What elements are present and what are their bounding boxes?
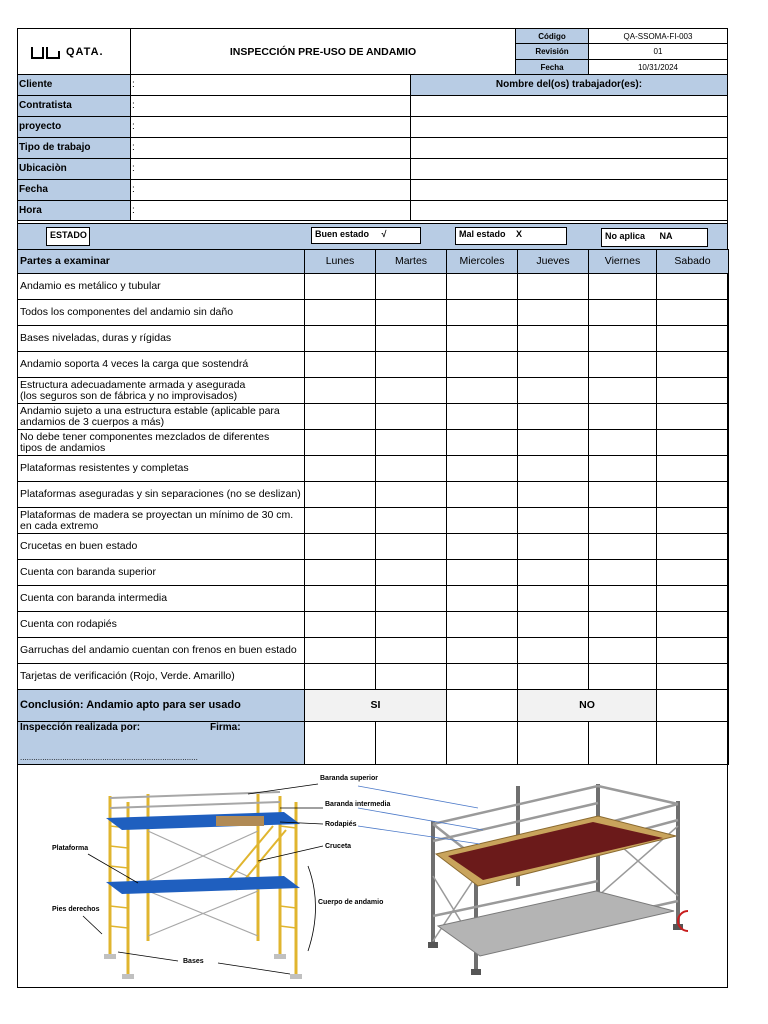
- checklist-item-label: Plataformas aseguradas y sin separaciones (no se deslizan): [18, 482, 305, 508]
- check-cell-martes[interactable]: [376, 586, 447, 612]
- logo-mark-icon: [31, 45, 61, 59]
- checklist-item-label: No debe tener componentes mezclados de diferentes tipos de andamios: [18, 430, 305, 456]
- check-cell-martes[interactable]: [376, 274, 447, 300]
- checklist-body: [18, 274, 729, 690]
- check-cell-sabado[interactable]: [657, 586, 729, 612]
- check-cell-viernes[interactable]: [589, 352, 657, 378]
- worker-name-row[interactable]: [410, 137, 728, 159]
- check-cell-miercoles[interactable]: [447, 612, 518, 638]
- check-cell-lunes[interactable]: [305, 404, 376, 430]
- checklist-row: [18, 300, 729, 326]
- signature-cell[interactable]: [18, 722, 305, 765]
- check-cell-lunes[interactable]: [305, 300, 376, 326]
- check-cell-miercoles[interactable]: [447, 378, 518, 404]
- legend-mal-label: Mal estado: [459, 229, 506, 239]
- checklist-item-label: Plataformas de madera se proyectan un mínimo de 30 cm. en cada extremo: [18, 508, 305, 534]
- worker-name-row[interactable]: [410, 116, 728, 138]
- check-cell-miercoles[interactable]: [447, 274, 518, 300]
- checklist-item-label: Todos los componentes del andamio sin daño: [18, 300, 305, 326]
- worker-name-row[interactable]: [410, 179, 728, 201]
- check-cell-jueves[interactable]: [518, 274, 589, 300]
- day-header-miercoles: Miercoles: [447, 250, 518, 274]
- legend-buen-estado: [311, 227, 421, 244]
- check-cell-sabado[interactable]: [657, 560, 729, 586]
- meta-label-codigo: Código: [515, 28, 589, 44]
- info-label-tipo-trabajo: Tipo de trabajo: [17, 137, 131, 159]
- check-cell-miercoles[interactable]: [447, 404, 518, 430]
- worker-name-row[interactable]: [410, 158, 728, 180]
- check-cell-sabado[interactable]: [657, 326, 729, 352]
- checklist-row: [18, 664, 729, 690]
- label-plataforma: Plataforma: [52, 845, 89, 852]
- check-cell-martes[interactable]: [376, 664, 447, 690]
- check-cell-viernes[interactable]: [589, 300, 657, 326]
- form-title-cell: [130, 28, 516, 75]
- check-cell-miercoles[interactable]: [447, 638, 518, 664]
- legend-na-mark: NA: [659, 231, 673, 241]
- check-cell-miercoles[interactable]: [447, 456, 518, 482]
- info-label-contratista: Contratista: [17, 95, 131, 117]
- label-baranda-superior: Baranda superior: [320, 775, 378, 782]
- workers-header: Nombre del(os) trabajador(es):: [410, 74, 728, 96]
- signature-line: ................................................................................: [20, 752, 198, 762]
- check-cell-martes[interactable]: [376, 534, 447, 560]
- checklist-row: [18, 560, 729, 586]
- worker-name-row[interactable]: [410, 95, 728, 117]
- checklist-row: [18, 378, 729, 404]
- checklist-item-label: Cuenta con baranda superior: [18, 560, 305, 586]
- day-header-jueves: Jueves: [518, 250, 589, 274]
- check-cell-jueves[interactable]: [518, 612, 589, 638]
- check-cell-viernes[interactable]: [589, 560, 657, 586]
- legend-na-label: No aplica: [605, 231, 646, 241]
- checklist-row: [18, 430, 729, 456]
- check-cell-sabado[interactable]: [657, 404, 729, 430]
- info-label-proyecto: proyecto: [17, 116, 131, 138]
- check-cell-viernes[interactable]: [589, 664, 657, 690]
- checklist-header-row: [18, 250, 729, 274]
- check-cell-martes[interactable]: [376, 300, 447, 326]
- meta-value-revision: 01: [588, 43, 728, 60]
- info-label-ubicacion: Ubicaciòn: [17, 158, 131, 180]
- checklist-item-label: Tarjetas de verificación (Rojo, Verde. Amarillo): [18, 664, 305, 690]
- legend-mal-mark: X: [516, 229, 523, 239]
- firma-label: Firma:: [210, 722, 241, 733]
- signature-day-cell[interactable]: [376, 722, 447, 765]
- checklist-row: [18, 638, 729, 664]
- check-cell-viernes[interactable]: [589, 612, 657, 638]
- meta-label-revision: Revisión: [515, 43, 589, 60]
- check-cell-martes[interactable]: [376, 326, 447, 352]
- day-header-viernes: Viernes: [589, 250, 657, 274]
- check-cell-miercoles[interactable]: [447, 326, 518, 352]
- logo-cell: [17, 28, 131, 75]
- check-cell-jueves[interactable]: [518, 326, 589, 352]
- check-cell-sabado[interactable]: [657, 664, 729, 690]
- legend-mal-estado: [455, 227, 567, 245]
- checklist-table: [17, 249, 729, 765]
- label-cruceta: Cruceta: [325, 843, 352, 850]
- info-label-cliente: Cliente: [17, 74, 131, 96]
- diagram-area: [18, 766, 727, 987]
- check-cell-viernes[interactable]: [589, 274, 657, 300]
- signature-day-cell[interactable]: [305, 722, 376, 765]
- check-cell-lunes[interactable]: [305, 326, 376, 352]
- checklist-row: [18, 612, 729, 638]
- signature-day-cell[interactable]: [589, 722, 657, 765]
- checklist-item-label: Garruchas del andamio cuentan con frenos en buen estado: [18, 638, 305, 664]
- check-cell-lunes[interactable]: [305, 352, 376, 378]
- check-cell-lunes[interactable]: [305, 508, 376, 534]
- label-bases: Bases: [183, 958, 204, 965]
- check-cell-sabado[interactable]: [657, 352, 729, 378]
- checklist-row: [18, 404, 729, 430]
- check-cell-jueves[interactable]: [518, 586, 589, 612]
- check-cell-jueves[interactable]: [518, 482, 589, 508]
- check-cell-miercoles[interactable]: [447, 586, 518, 612]
- info-value-contratista[interactable]: :: [130, 95, 411, 117]
- frame-scaffold-illustration: [18, 766, 391, 987]
- check-cell-sabado[interactable]: [657, 378, 729, 404]
- check-cell-martes[interactable]: [376, 482, 447, 508]
- checklist-item-label: Bases niveladas, duras y rígidas: [18, 326, 305, 352]
- check-cell-sabado[interactable]: [657, 508, 729, 534]
- checklist-row: [18, 482, 729, 508]
- check-cell-sabado[interactable]: [657, 456, 729, 482]
- check-cell-jueves[interactable]: [518, 404, 589, 430]
- check-cell-jueves[interactable]: [518, 300, 589, 326]
- check-cell-sabado[interactable]: [657, 482, 729, 508]
- checklist-row: [18, 326, 729, 352]
- check-cell-lunes[interactable]: [305, 482, 376, 508]
- checklist-row: [18, 508, 729, 534]
- check-cell-lunes[interactable]: [305, 534, 376, 560]
- legend-estado-label: ESTADO: [50, 230, 87, 240]
- check-cell-martes[interactable]: [376, 508, 447, 534]
- checklist-row: [18, 352, 729, 378]
- label-pies-derechos: Pies derechos: [52, 906, 100, 913]
- check-cell-sabado[interactable]: [657, 430, 729, 456]
- signature-day-cell[interactable]: [657, 722, 729, 765]
- check-cell-jueves[interactable]: [518, 638, 589, 664]
- day-header-martes: Martes: [376, 250, 447, 274]
- check-cell-miercoles[interactable]: [447, 534, 518, 560]
- check-cell-martes[interactable]: [376, 560, 447, 586]
- check-cell-miercoles[interactable]: [447, 664, 518, 690]
- checklist-item-label: Crucetas en buen estado: [18, 534, 305, 560]
- info-value-ubicacion[interactable]: :: [130, 158, 411, 180]
- check-cell-lunes[interactable]: [305, 586, 376, 612]
- check-cell-miercoles[interactable]: [447, 300, 518, 326]
- check-cell-jueves[interactable]: [518, 508, 589, 534]
- legend-buen-mark: √: [381, 229, 387, 239]
- checklist-item-label: Andamio sujeto a una estructura estable (aplicable para andamios de 3 cuerpos a más): [18, 404, 305, 430]
- conclusion-si-check[interactable]: [447, 690, 518, 722]
- check-cell-sabado[interactable]: [657, 638, 729, 664]
- check-cell-viernes[interactable]: [589, 534, 657, 560]
- signature-row: [18, 722, 729, 765]
- checklist-item-label: Cuenta con baranda intermedia: [18, 586, 305, 612]
- check-cell-jueves[interactable]: [518, 534, 589, 560]
- info-value-proyecto[interactable]: :: [130, 116, 411, 138]
- check-cell-lunes[interactable]: [305, 638, 376, 664]
- day-header-lunes: Lunes: [305, 250, 376, 274]
- check-cell-viernes[interactable]: [589, 456, 657, 482]
- meta-value-codigo: QA-SSOMA-FI-003: [588, 28, 728, 44]
- check-cell-lunes[interactable]: [305, 612, 376, 638]
- checklist-row: [18, 586, 729, 612]
- legend-buen-label: Buen estado: [315, 229, 370, 239]
- check-cell-miercoles[interactable]: [447, 352, 518, 378]
- legend-estado: [46, 227, 90, 246]
- check-cell-viernes[interactable]: [589, 586, 657, 612]
- conclusion-si[interactable]: SI: [305, 690, 447, 722]
- check-cell-martes[interactable]: [376, 352, 447, 378]
- legend-row: [17, 223, 728, 250]
- info-value-hora[interactable]: :: [130, 200, 411, 221]
- check-cell-miercoles[interactable]: [447, 560, 518, 586]
- checklist-item-label: Estructura adecuadamente armada y asegurada (los seguros son de fábrica y no improvisados): [18, 378, 305, 404]
- check-cell-martes[interactable]: [376, 404, 447, 430]
- worker-name-row[interactable]: [410, 200, 728, 221]
- conclusion-label: Conclusión: Andamio apto para ser usado: [18, 690, 305, 722]
- info-value-cliente[interactable]: :: [130, 74, 411, 96]
- check-cell-lunes[interactable]: [305, 430, 376, 456]
- label-rodapies: Rodapiés: [325, 821, 357, 828]
- check-cell-lunes[interactable]: [305, 456, 376, 482]
- logo-text: QATA.: [66, 46, 104, 58]
- conclusion-row: [18, 690, 729, 722]
- check-cell-viernes[interactable]: [589, 638, 657, 664]
- info-value-fecha[interactable]: :: [130, 179, 411, 201]
- check-cell-viernes[interactable]: [589, 404, 657, 430]
- form-title: INSPECCIÓN PRE-USO DE ANDAMIO: [229, 45, 417, 58]
- check-cell-miercoles[interactable]: [447, 482, 518, 508]
- check-cell-viernes[interactable]: [589, 430, 657, 456]
- checklist-item-label: Cuenta con rodapiés: [18, 612, 305, 638]
- check-cell-jueves[interactable]: [518, 664, 589, 690]
- check-cell-viernes[interactable]: [589, 508, 657, 534]
- inspector-label: Inspección realizada por:: [20, 722, 141, 733]
- modular-scaffold-illustration: [358, 766, 718, 987]
- signature-day-cell[interactable]: [447, 722, 518, 765]
- check-cell-martes[interactable]: [376, 612, 447, 638]
- checklist-row: [18, 274, 729, 300]
- check-cell-miercoles[interactable]: [447, 508, 518, 534]
- check-cell-martes[interactable]: [376, 638, 447, 664]
- check-cell-jueves[interactable]: [518, 560, 589, 586]
- checklist-item-label: Andamio es metálico y tubular: [18, 274, 305, 300]
- check-cell-sabado[interactable]: [657, 612, 729, 638]
- parts-header: Partes a examinar: [18, 250, 305, 274]
- checklist-row: [18, 534, 729, 560]
- legend-no-aplica: [601, 228, 708, 247]
- check-cell-lunes[interactable]: [305, 378, 376, 404]
- check-cell-martes[interactable]: [376, 430, 447, 456]
- meta-label-fecha: Fecha: [515, 59, 589, 75]
- meta-block: [515, 28, 728, 75]
- info-label-hora: Hora: [17, 200, 131, 221]
- checklist-item-label: Plataformas resistentes y completas: [18, 456, 305, 482]
- check-cell-viernes[interactable]: [589, 378, 657, 404]
- check-cell-martes[interactable]: [376, 378, 447, 404]
- check-cell-jueves[interactable]: [518, 456, 589, 482]
- info-section: [17, 74, 728, 221]
- meta-value-fecha: 10/31/2024: [588, 59, 728, 75]
- check-cell-lunes[interactable]: [305, 560, 376, 586]
- check-cell-jueves[interactable]: [518, 430, 589, 456]
- info-value-tipo-trabajo[interactable]: :: [130, 137, 411, 159]
- conclusion-no[interactable]: NO: [518, 690, 657, 722]
- check-cell-viernes[interactable]: [589, 326, 657, 352]
- signature-day-cell[interactable]: [518, 722, 589, 765]
- check-cell-jueves[interactable]: [518, 352, 589, 378]
- check-cell-sabado[interactable]: [657, 300, 729, 326]
- logo: [31, 45, 104, 59]
- check-cell-lunes[interactable]: [305, 664, 376, 690]
- label-cuerpo-andamio: Cuerpo de andamio: [318, 899, 384, 906]
- info-label-fecha: Fecha: [17, 179, 131, 201]
- conclusion-no-check[interactable]: [657, 690, 729, 722]
- checklist-item-label: Andamio soporta 4 veces la carga que sostendrá: [18, 352, 305, 378]
- day-header-sabado: Sabado: [657, 250, 729, 274]
- check-cell-lunes[interactable]: [305, 274, 376, 300]
- checklist-row: [18, 456, 729, 482]
- check-cell-martes[interactable]: [376, 456, 447, 482]
- check-cell-sabado[interactable]: [657, 274, 729, 300]
- check-cell-miercoles[interactable]: [447, 430, 518, 456]
- check-cell-jueves[interactable]: [518, 378, 589, 404]
- label-baranda-intermedia: Baranda intermedia: [325, 801, 391, 808]
- check-cell-sabado[interactable]: [657, 534, 729, 560]
- check-cell-viernes[interactable]: [589, 482, 657, 508]
